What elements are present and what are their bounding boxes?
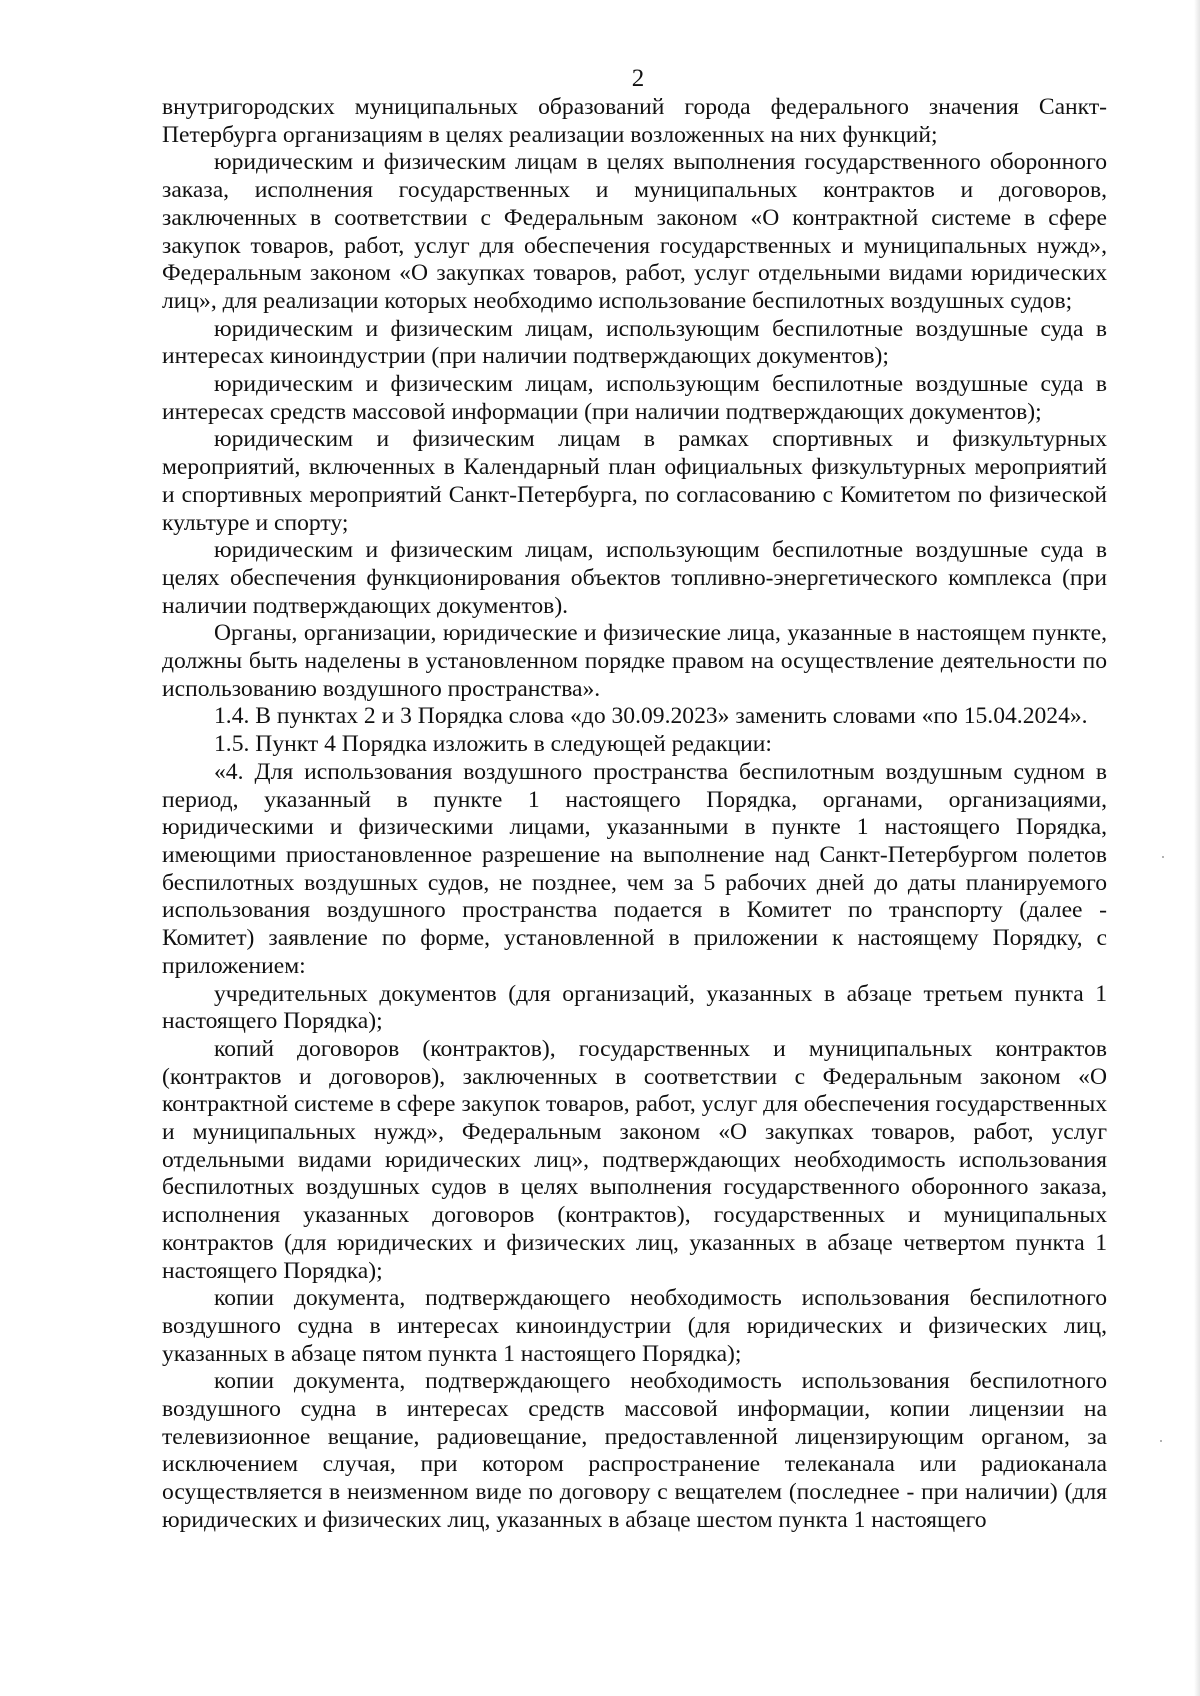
scan-speck xyxy=(1162,856,1164,858)
paragraph: «4. Для использования воздушного пространства беспилотным воздушным судном в период, указанный в пункте 1 настоящего Порядка, органами, организациями, юридическими и физическими лицами, указанными в пункте 1 настоящего Порядка, имеющими приостановленное разрешение на выполнение над Санкт-Петербургом полетов беспилотных воздушных судов, не позднее, чем за 5 рабочих дней до даты планируемого использования воздушного пространства подается в Комитет по транспорту (далее - Комитет) заявление по форме, установленной в приложении к настоящему Порядку, с приложением: xyxy=(162,758,1107,979)
paragraph: юридическим и физическим лицам, использующим беспилотные воздушные суда в интересах киноиндустрии (при наличии подтверждающих документов); xyxy=(162,315,1107,370)
paragraph: копии документа, подтверждающего необходимость использования беспилотного воздушного судна в интересах средств массовой информации, копии лицензии на телевизионное вещание, радиовещание, предоставленной лицензирующим органом, за исключением случая, при котором распространение телеканала или радиоканала осуществляется в неизменном виде по договору с вещателем (последнее - при наличии) (для юридических и физических лиц, указанных в абзаце шестом пункта 1 настоящего xyxy=(162,1368,1107,1533)
paragraph: юридическим и физическим лицам в целях выполнения государственного оборонного заказа, исполнения государственных и муниципальных контрактов и договоров, заключенных в соответствии с Федеральным законом «О контрактной системе в сфере закупок товаров, работ, услуг для обеспечения государственных и муниципальных нужд», Федеральным законом «О закупках товаров, работ, услуг отдельными видами юридических лиц», для реализации которых необходимо использование беспилотных воздушных судов; xyxy=(162,149,1107,314)
page-number: 2 xyxy=(631,65,645,92)
paragraph: копии документа, подтверждающего необходимость использования беспилотного воздушного судна в интересах киноиндустрии (для юридических и физических лиц, указанных в абзаце пятом пункта 1 настоящего Порядка); xyxy=(162,1285,1107,1367)
paragraph: внутригородских муниципальных образований города федерального значения Санкт-Петербурга организациям в целях реализации возложенных на них функций; xyxy=(162,94,1107,148)
paragraph: юридическим и физическим лицам, использующим беспилотные воздушные суда в целях обеспечения функционирования объектов топливно-энергетического комплекса (при наличии подтверждающих документов). xyxy=(162,537,1107,619)
paragraph: 1.5. Пункт 4 Порядка изложить в следующей редакции: xyxy=(214,731,772,758)
paragraph: юридическим и физическим лицам, использующим беспилотные воздушные суда в интересах средств массовой информации (при наличии подтверждающих документов); xyxy=(162,371,1107,425)
scan-speck xyxy=(1160,1440,1162,1442)
paragraph: Органы, организации, юридические и физические лица, указанные в настоящем пункте, должны быть наделены в установленном порядке правом на осуществление деятельности по использованию воздушного пространства». xyxy=(162,620,1107,702)
paragraph: 1.4. В пунктах 2 и 3 Порядка слова «до 30.09.2023» заменить словами «по 15.04.2024». xyxy=(214,703,1088,730)
paragraph: учредительных документов (для организаций, указанных в абзаце третьем пункта 1 настоящего Порядка); xyxy=(162,980,1107,1035)
paragraph: копий договоров (контрактов), государственных и муниципальных контрактов (контрактов и договоров), заключенных в соответствии с Федеральным законом «О контрактной системе в сфере закупок товаров, работ, услуг для обеспечения государственных и муниципальных нужд», Федеральным законом «О закупках товаров, работ, услуг отдельными видами юридических лиц», подтверждающих необходимость использования беспилотных воздушных судов в целях выполнения государственного оборонного заказа, исполнения указанных договоров (контрактов), государственных и муниципальных контрактов (для юридических и физических лиц, указанных в абзаце четвертом пункта 1 настоящего Порядка); xyxy=(162,1035,1107,1284)
document-body xyxy=(162,94,1107,1535)
paragraph: юридическим и физическим лицам в рамках спортивных и физкультурных мероприятий, включенных в Календарный план официальных физкультурных мероприятий и спортивных мероприятий Санкт-Петербурга, по согласованию с Комитетом по физической культуре и спорту; xyxy=(162,426,1107,536)
scan-edge-shadow xyxy=(1194,0,1200,1696)
